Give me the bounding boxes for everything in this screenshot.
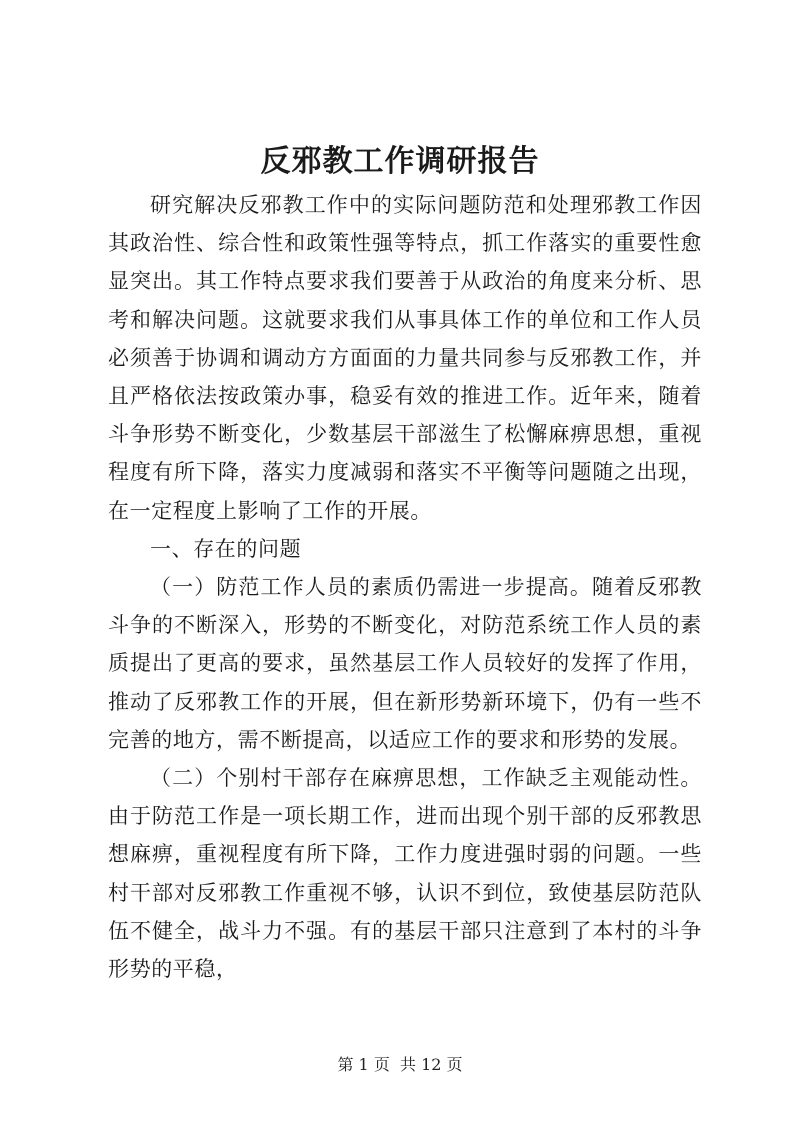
paragraph-intro: 研究解决反邪教工作中的实际问题防范和处理邪教工作因其政治性、综合性和政策性强等特点，抓工作落实的重要性愈显突出。其工作特点要求我们要善于从政治的角度来分析、思考和解决问题。这就要求我们从事具体工作的单位和工作人员必须善于协调和调动方方面面的力量共同参与反邪教工作，并且严格依法按政策办事，稳妥有效的推进工作。近年来，随着斗争形势不断变化，少数基层干部滋生了松懈麻痹思想，重视程度有所下降，落实力度减弱和落实不平衡等问题随之出现，在一定程度上影响了工作的开展。: [108, 193, 702, 523]
page-number-label: 第 1 页 共 12 页: [337, 1055, 463, 1074]
paragraph-problem-2: （二）个别村干部存在麻痹思想，工作缺乏主观能动性。由于防范工作是一项长期工作，进而出现个别干部的反邪教思想麻痹，重视程度有所下降，工作力度进强时弱的问题。一些村干部对反邪教工作重视不够，认识不到位，致使基层防范队伍不健全，战斗力不强。有的基层干部只注意到了本村的斗争形势的平稳，: [108, 766, 702, 982]
paragraph-problem-1: （一）防范工作人员的素质仍需进一步提高。随着反邪教斗争的不断深入，形势的不断变化，对防范系统工作人员的素质提出了更高的要求，虽然基层工作人员较好的发挥了作用，推动了反邪教工作的开展，但在新形势新环境下，仍有一些不完善的地方，需不断提高，以适应工作的要求和形势的发展。: [108, 575, 702, 752]
page-footer: [0, 1052, 800, 1075]
section-heading-problems: 一、存在的问题: [150, 536, 302, 561]
document-title: 反邪教工作调研报告: [260, 144, 540, 179]
document-body: [108, 186, 702, 988]
